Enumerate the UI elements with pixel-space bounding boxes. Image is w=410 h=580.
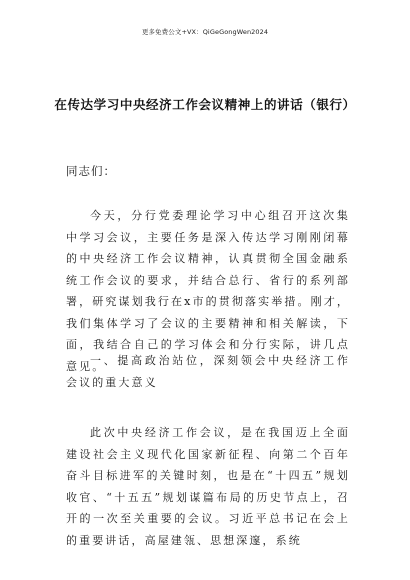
section-heading-1: 一、提高政治站位，深刻领会中央经济工作会议的重大意义	[66, 354, 350, 389]
paragraph-section-1: 此次中央经济工作会议，是在我国迈上全面建设社会主义现代化国家新征程、向第二个百年奋斗目标进军的关键时刻，也是在“十四五”规划收官、“十五五”规划谋篇布局的历史节点上，召开的一次至关重要的会议。习近平总书记在会上的重要讲话，高屋建瓴、思想深邃，系统	[66, 426, 350, 547]
salutation: 同志们：	[66, 164, 116, 178]
header-note: 更多免费公文+VX：QiGeGongWen2024	[141, 28, 269, 36]
paragraph-opening: 今天，分行党委理论学习中心组召开这次集中学习会议，主要任务是深入传达学习刚刚闭幕的中央经济工作会议精神，认真贯彻全国金融系统工作会议的要求，并结合总行、省行的系列部署，研究谋划我行在x市的贯彻落实举措。刚才，我们集体学习了会议的主要精神和相关解读，下面，我结合自己的学习体会和分行实际，讲几点意见。	[66, 209, 350, 373]
document-title: 在传达学习中央经济工作会议精神上的讲话（银行）	[54, 97, 356, 112]
